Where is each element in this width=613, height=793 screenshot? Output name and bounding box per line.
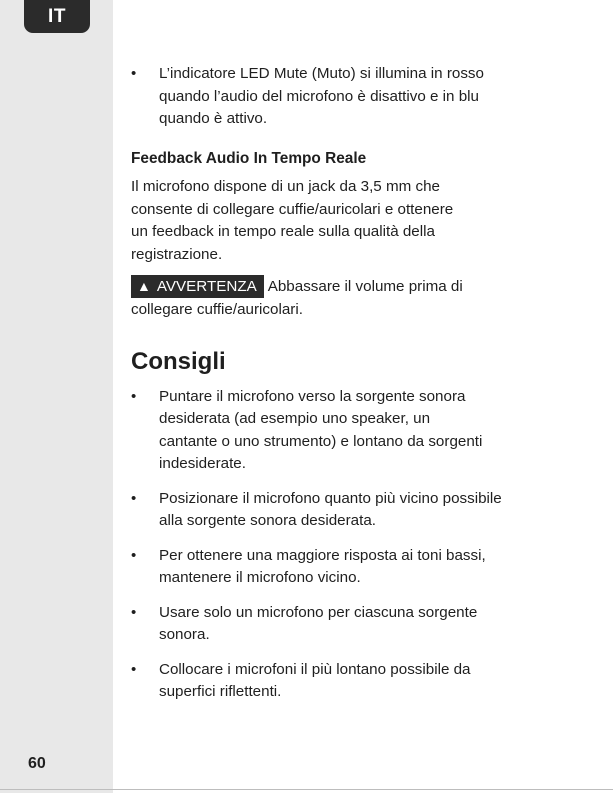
list-item	[131, 659, 571, 704]
list-item	[131, 63, 571, 131]
feedback-paragraph: Il microfono dispone di un jack da 3,5 mm che consente di collegare cuffie/auricolari e ottenere un feedback in tempo reale sulla qualità della registrazione.	[131, 178, 454, 263]
warning-paragraph	[131, 275, 571, 321]
list-item-text: Per ottenere una maggiore risposta ai toni bassi, mantenere il microfono vicino.	[159, 546, 486, 586]
list-item	[131, 545, 571, 590]
feedback-heading: Feedback Audio In Tempo Reale	[131, 149, 367, 167]
intro-bullet-list	[131, 63, 571, 131]
list-item-text: Collocare i microfoni il più lontano possibile da superfici riflettenti.	[159, 660, 471, 700]
list-item-text: L’indicatore LED Mute (Muto) si illumina in rosso quando l’audio del microfono è disattivo e in blu quando è attivo.	[159, 65, 484, 127]
language-tab: IT	[24, 0, 90, 33]
tips-bullet-list	[131, 386, 571, 704]
page-number: 60	[28, 755, 46, 772]
list-item	[131, 386, 571, 476]
bullet-icon: •	[131, 489, 137, 507]
left-margin-strip	[0, 0, 113, 793]
bullet-icon: •	[131, 387, 137, 405]
list-item	[131, 488, 571, 533]
list-item-text: Usare solo un microfono per ciascuna sorgente sonora.	[159, 603, 478, 643]
warning-triangle-icon: ▲	[137, 278, 151, 294]
bullet-icon: •	[131, 660, 137, 678]
warning-badge: ▲ AVVERTENZA	[131, 275, 264, 298]
bullet-icon: •	[131, 65, 137, 82]
warning-text-continued: collegare cuffie/auricolari.	[131, 300, 303, 318]
bottom-divider	[0, 789, 613, 790]
list-item	[131, 602, 571, 647]
section-title: Consigli	[131, 348, 226, 375]
bullet-icon: •	[131, 603, 137, 621]
list-item-text: Puntare il microfono verso la sorgente sonora desiderata (ad esempio uno speaker, un cantante o uno strumento) e lontano da sorgenti indesiderate.	[159, 387, 483, 472]
bullet-icon: •	[131, 546, 137, 564]
warning-text: Abbassare il volume prima di	[267, 278, 463, 295]
page-content	[131, 63, 571, 716]
list-item-text: Posizionare il microfono quanto più vicino possibile alla sorgente sonora desiderata.	[159, 489, 502, 529]
